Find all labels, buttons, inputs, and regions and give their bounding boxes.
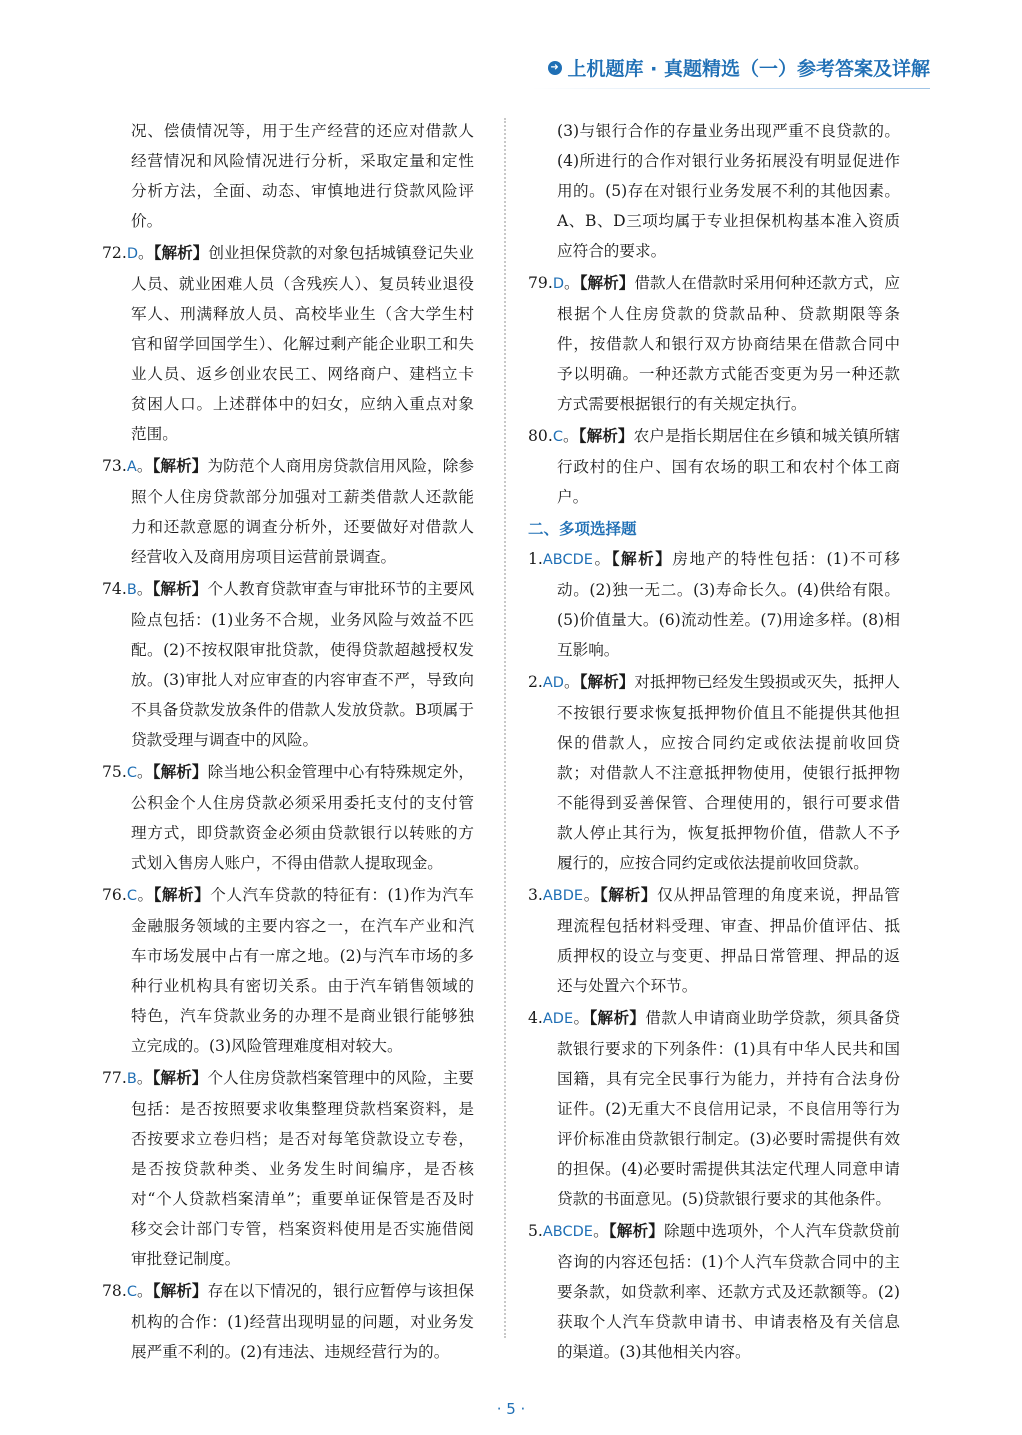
analysis-text: 房地产的特性包括：(1)不可移动。(2)独一无二。(3)寿命长久。(4)供给有限。(5)价值量大。(6)流动性差。(7)用途多样。(8)相互影响。 bbox=[557, 550, 900, 659]
question-number: 76. bbox=[102, 886, 127, 904]
answer-letter: C bbox=[126, 765, 137, 781]
analysis-text: 借款人申请商业助学贷款，须具备贷款银行要求的下列条件：(1)具有中华人民共和国国籍，具有完全民事行为能力，并持有合法身份证件。(2)无重大不良信用记录，不良信用等行为评价标准由贷款银行制定。(3)必要时需提供有效的担保。(4)必要时需提供其法定代理人同意申请贷款的书面意见。(5)贷款银行要求的其他条件。 bbox=[557, 1009, 900, 1208]
answer-item bbox=[528, 880, 900, 1001]
answer-separator: 。 bbox=[592, 1222, 609, 1240]
answer-item bbox=[102, 880, 474, 1061]
question-number: 72. bbox=[102, 244, 127, 262]
answer-separator: 。 bbox=[583, 886, 600, 904]
question-number: 77. bbox=[102, 1069, 127, 1087]
answer-letter: D bbox=[126, 246, 138, 262]
arrow-circle-icon: ➜ bbox=[548, 61, 562, 75]
answer-letter: B bbox=[126, 582, 137, 598]
answer-item bbox=[102, 1276, 474, 1367]
analysis-tag: 【解析】 bbox=[611, 549, 673, 568]
analysis-text: 创业担保贷款的对象包括城镇登记失业人员、就业困难人员（含残疾人）、复员转业退役军人、刑满释放人员、高校毕业生（含大学生村官和留学回国学生）、化解过剩产能企业职工和失业人员、返乡创业农民工、网络商户、建档立卡贫困人口。上述群体中的妇女，应纳入重点对象范围。 bbox=[131, 244, 474, 443]
analysis-text: 除当地公积金管理中心有特殊规定外，公积金个人住房贷款必须采用委托支付的支付管理方式，即贷款资金必须由贷款银行以转账的方式划入售房人账户，不得由借款人提取现金。 bbox=[131, 763, 474, 872]
question-number: 1. bbox=[528, 550, 543, 568]
right-column bbox=[528, 116, 900, 1369]
question-number: 74. bbox=[102, 580, 127, 598]
continuation-text: 况、偿债情况等，用于生产经营的还应对借款人经营情况和风险情况进行分析，采取定量和定性分析方法，全面、动态、审慎地进行贷款风险评价。 bbox=[131, 122, 474, 230]
answer-letter: C bbox=[552, 429, 563, 445]
right-answer-list bbox=[528, 268, 900, 512]
answer-separator: 。 bbox=[592, 550, 612, 568]
continuation-text: (3)与银行合作的存量业务出现严重不良贷款的。(4)所进行的合作对银行业务拓展没有明显促进作用的。(5)存在对银行业务发展不利的其他因素。A、B、D三项均属于专业担保机构基本准入资质应符合的要求。 bbox=[557, 122, 900, 260]
analysis-tag: 【解析】 bbox=[599, 885, 658, 904]
answer-separator: 。 bbox=[136, 580, 153, 598]
answer-letter: C bbox=[126, 1284, 137, 1300]
analysis-text: 借款人在借款时采用何种还款方式，应根据个人住房贷款的贷款品种、贷款期限等条件，按借款人和银行双方协商结果在借款合同中予以明确。一种还款方式能否变更为另一种还款方式需要根据银行的有关规定执行。 bbox=[557, 274, 900, 413]
question-number: 75. bbox=[102, 763, 127, 781]
answer-item bbox=[102, 1063, 474, 1274]
analysis-tag: 【解析】 bbox=[578, 426, 634, 445]
question-number: 79. bbox=[528, 274, 553, 292]
answer-letter: AD bbox=[542, 675, 564, 691]
answer-item bbox=[102, 451, 474, 572]
analysis-tag: 【解析】 bbox=[152, 762, 208, 781]
answer-separator: 。 bbox=[563, 274, 580, 292]
column-divider bbox=[504, 118, 506, 1338]
answer-letter: D bbox=[552, 276, 564, 292]
answer-item bbox=[102, 238, 474, 449]
question-number: 3. bbox=[528, 886, 543, 904]
answer-separator: 。 bbox=[563, 673, 580, 691]
answer-separator: 。 bbox=[136, 457, 153, 475]
answer-letter: ABCDE bbox=[542, 1224, 593, 1240]
header-rule bbox=[532, 88, 930, 89]
answer-separator: 。 bbox=[573, 1009, 590, 1027]
page-number: · 5 · bbox=[496, 1400, 526, 1418]
answer-separator: 。 bbox=[136, 1282, 153, 1300]
analysis-tag: 【解析】 bbox=[589, 1008, 646, 1027]
analysis-tag: 【解析】 bbox=[152, 456, 208, 475]
analysis-text: 个人住房贷款档案管理中的风险，主要包括：是否按照要求收集整理贷款档案资料，是否按要求立卷归档；是否对每笔贷款设立专卷，是否按贷款种类、业务发生时间编序，是否核对“个人贷款档案清单”；重要单证保管是否及时移交会计部门专管，档案资料使用是否实施借阅审批登记制度。 bbox=[131, 1069, 474, 1268]
answer-letter: ADE bbox=[542, 1011, 574, 1027]
left-column bbox=[102, 116, 474, 1369]
analysis-tag: 【解析】 bbox=[152, 1068, 208, 1087]
analysis-tag: 【解析】 bbox=[152, 1281, 208, 1300]
answer-separator: 。 bbox=[562, 427, 579, 445]
analysis-text: 个人汽车贷款的特征有：(1)作为汽车金融服务领域的主要内容之一，在汽车产业和汽车市场发展中占有一席之地。(2)与汽车市场的多种行业机构具有密切关系。由于汽车销售领域的特色，汽车贷款业务的办理不是商业银行能够独立完成的。(3)风险管理难度相对较大。 bbox=[131, 886, 474, 1055]
multi-choice-answer-list bbox=[528, 544, 900, 1367]
question-number: 2. bbox=[528, 673, 543, 691]
answer-item bbox=[528, 1216, 900, 1367]
answer-item bbox=[102, 757, 474, 878]
analysis-tag: 【解析】 bbox=[608, 1221, 665, 1240]
answer-separator: 。 bbox=[137, 244, 154, 262]
analysis-text: 对抵押物已经发生毁损或灭失，抵押人不按银行要求恢复抵押物价值且不能提供其他担保的借款人，应按合同约定或依法提前收回贷款；对借款人不注意抵押物使用，使银行抵押物不能得到妥善保管、合理使用的，银行可要求借款人停止其行为，恢复抵押物价值，借款人不予履行的，应按合同约定或依法提前收回贷款。 bbox=[557, 673, 900, 872]
answer-item bbox=[528, 667, 900, 878]
analysis-text: 仅从押品管理的角度来说，押品管理流程包括材料受理、审查、押品价值评估、抵质押权的设立与变更、押品日常管理、押品的返还与处置六个环节。 bbox=[557, 886, 900, 995]
answer-letter: C bbox=[126, 888, 137, 904]
header-title: 上机题库 · 真题精选（一）参考答案及详解 bbox=[567, 58, 930, 80]
question-number: 80. bbox=[528, 427, 553, 445]
analysis-tag: 【解析】 bbox=[579, 273, 635, 292]
answer-item bbox=[528, 1003, 900, 1214]
analysis-text: 除题中选项外，个人汽车贷款贷前咨询的内容还包括：(1)个人汽车贷款合同中的主要条款，如贷款利率、还款方式及还款额等。(2)获取个人汽车贷款申请书、申请表格及有关信息的渠道。(3)其他相关内容。 bbox=[557, 1222, 900, 1361]
answer-separator: 。 bbox=[136, 763, 153, 781]
answer-item bbox=[102, 574, 474, 755]
answer-item bbox=[528, 544, 900, 665]
answer-letter: A bbox=[126, 459, 137, 475]
answer-item bbox=[528, 268, 900, 419]
running-header bbox=[548, 54, 930, 81]
analysis-tag: 【解析】 bbox=[579, 672, 635, 691]
section-title: 二、多项选择题 bbox=[528, 520, 637, 538]
question-number: 73. bbox=[102, 457, 127, 475]
analysis-text: 为防范个人商用房贷款信用风险，除参照个人住房贷款部分加强对工薪类借款人还款能力和还款意愿的调查分析外，还要做好对借款人经营收入及商用房项目运营前景调查。 bbox=[131, 457, 474, 566]
analysis-tag: 【解析】 bbox=[153, 243, 209, 262]
answer-letter: ABDE bbox=[542, 888, 584, 904]
question-number: 5. bbox=[528, 1222, 543, 1240]
question-number: 4. bbox=[528, 1009, 543, 1027]
analysis-tag: 【解析】 bbox=[153, 885, 211, 904]
answer-letter: B bbox=[126, 1071, 137, 1087]
answer-separator: 。 bbox=[136, 1069, 153, 1087]
answer-separator: 。 bbox=[136, 886, 154, 904]
question-number: 78. bbox=[102, 1282, 127, 1300]
answer-letter: ABCDE bbox=[542, 552, 593, 568]
analysis-text: 个人教育贷款审查与审批环节的主要风险点包括：(1)业务不合规，业务风险与效益不匹配。(2)不按权限审批贷款，使得贷款超越授权发放。(3)审批人对应审查的内容审查不严，导致向不具备贷款发放条件的借款人发放贷款。B项属于贷款受理与调查中的风险。 bbox=[131, 580, 474, 749]
analysis-tag: 【解析】 bbox=[152, 579, 208, 598]
analysis-text: 存在以下情况的，银行应暂停与该担保机构的合作：(1)经营出现明显的问题，对业务发展严重不利的。(2)有违法、违规经营行为的。 bbox=[131, 1282, 474, 1361]
left-answer-list bbox=[102, 238, 474, 1367]
analysis-text: 农户是指长期居住在乡镇和城关镇所辖行政村的住户、国有农场的职工和农村个体工商户。 bbox=[557, 427, 900, 506]
answer-item bbox=[528, 421, 900, 512]
